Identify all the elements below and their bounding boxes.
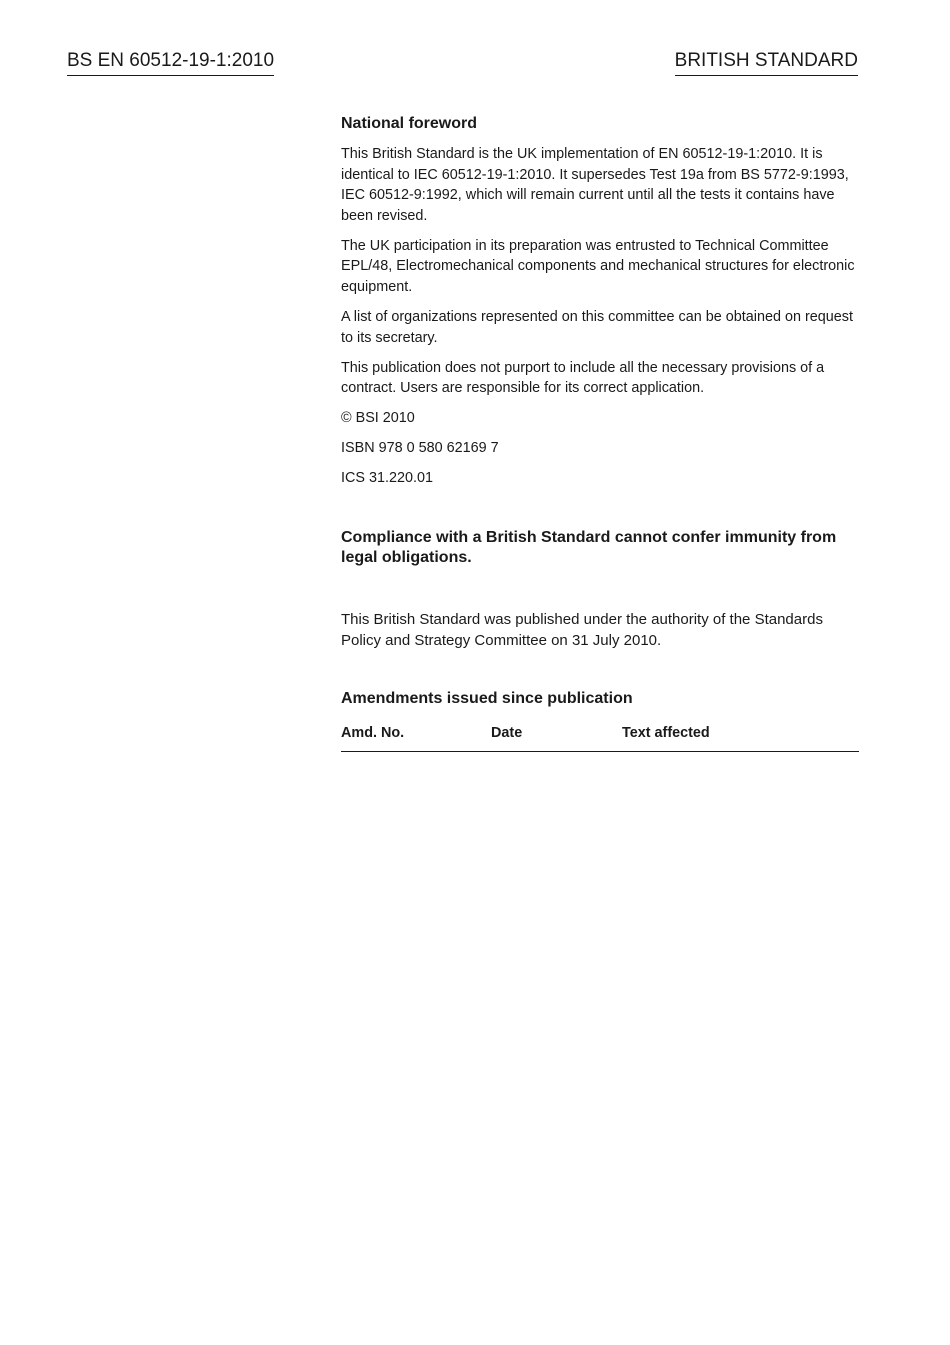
compliance-notice: Compliance with a British Standard cannot confer immunity from legal obligations.: [341, 528, 837, 567]
isbn-line: ISBN 978 0 580 62169 7: [341, 440, 499, 457]
foreword-content: [341, 112, 859, 752]
foreword-paragraph-implementation: This British Standard is the UK implementation of EN 60512-19-1:2010. It is identical to IEC 60512-19-1:2010. It supersedes Test 19a from BS 5772-9:1993, IEC 60512-9:1992, which will remain current until all the tests it contains have been revised.: [341, 146, 849, 224]
document-id-header: BS EN 60512-19-1:2010: [67, 48, 274, 76]
foreword-paragraph-provisions: This publication does not purport to include all the necessary provisions of a contract. Users are responsible for its correct application.: [341, 359, 825, 397]
text-affected-column: Text affected: [622, 724, 710, 741]
national-foreword-heading: National foreword: [341, 115, 478, 132]
ics-line: ICS 31.220.01: [341, 470, 434, 487]
copyright-line: © BSI 2010: [341, 410, 415, 427]
amendment-number-column: Amd. No.: [341, 724, 405, 741]
foreword-paragraph-committee: The UK participation in its preparation was entrusted to Technical Committee EPL/48, Electromechanical components and mechanical structures for electronic equipment.: [341, 237, 855, 295]
amendments-heading: Amendments issued since publication: [341, 689, 633, 707]
amendment-date-column: Date: [491, 724, 523, 741]
publication-statement: This British Standard was published under the authority of the Standards Policy and Strategy Committee on 31 July 2010.: [341, 610, 823, 649]
publication-type-header: BRITISH STANDARD: [675, 48, 858, 76]
foreword-paragraph-organizations: A list of organizations represented on this committee can be obtained on request to its secretary.: [341, 308, 853, 346]
amendments-table-header: [341, 723, 859, 752]
